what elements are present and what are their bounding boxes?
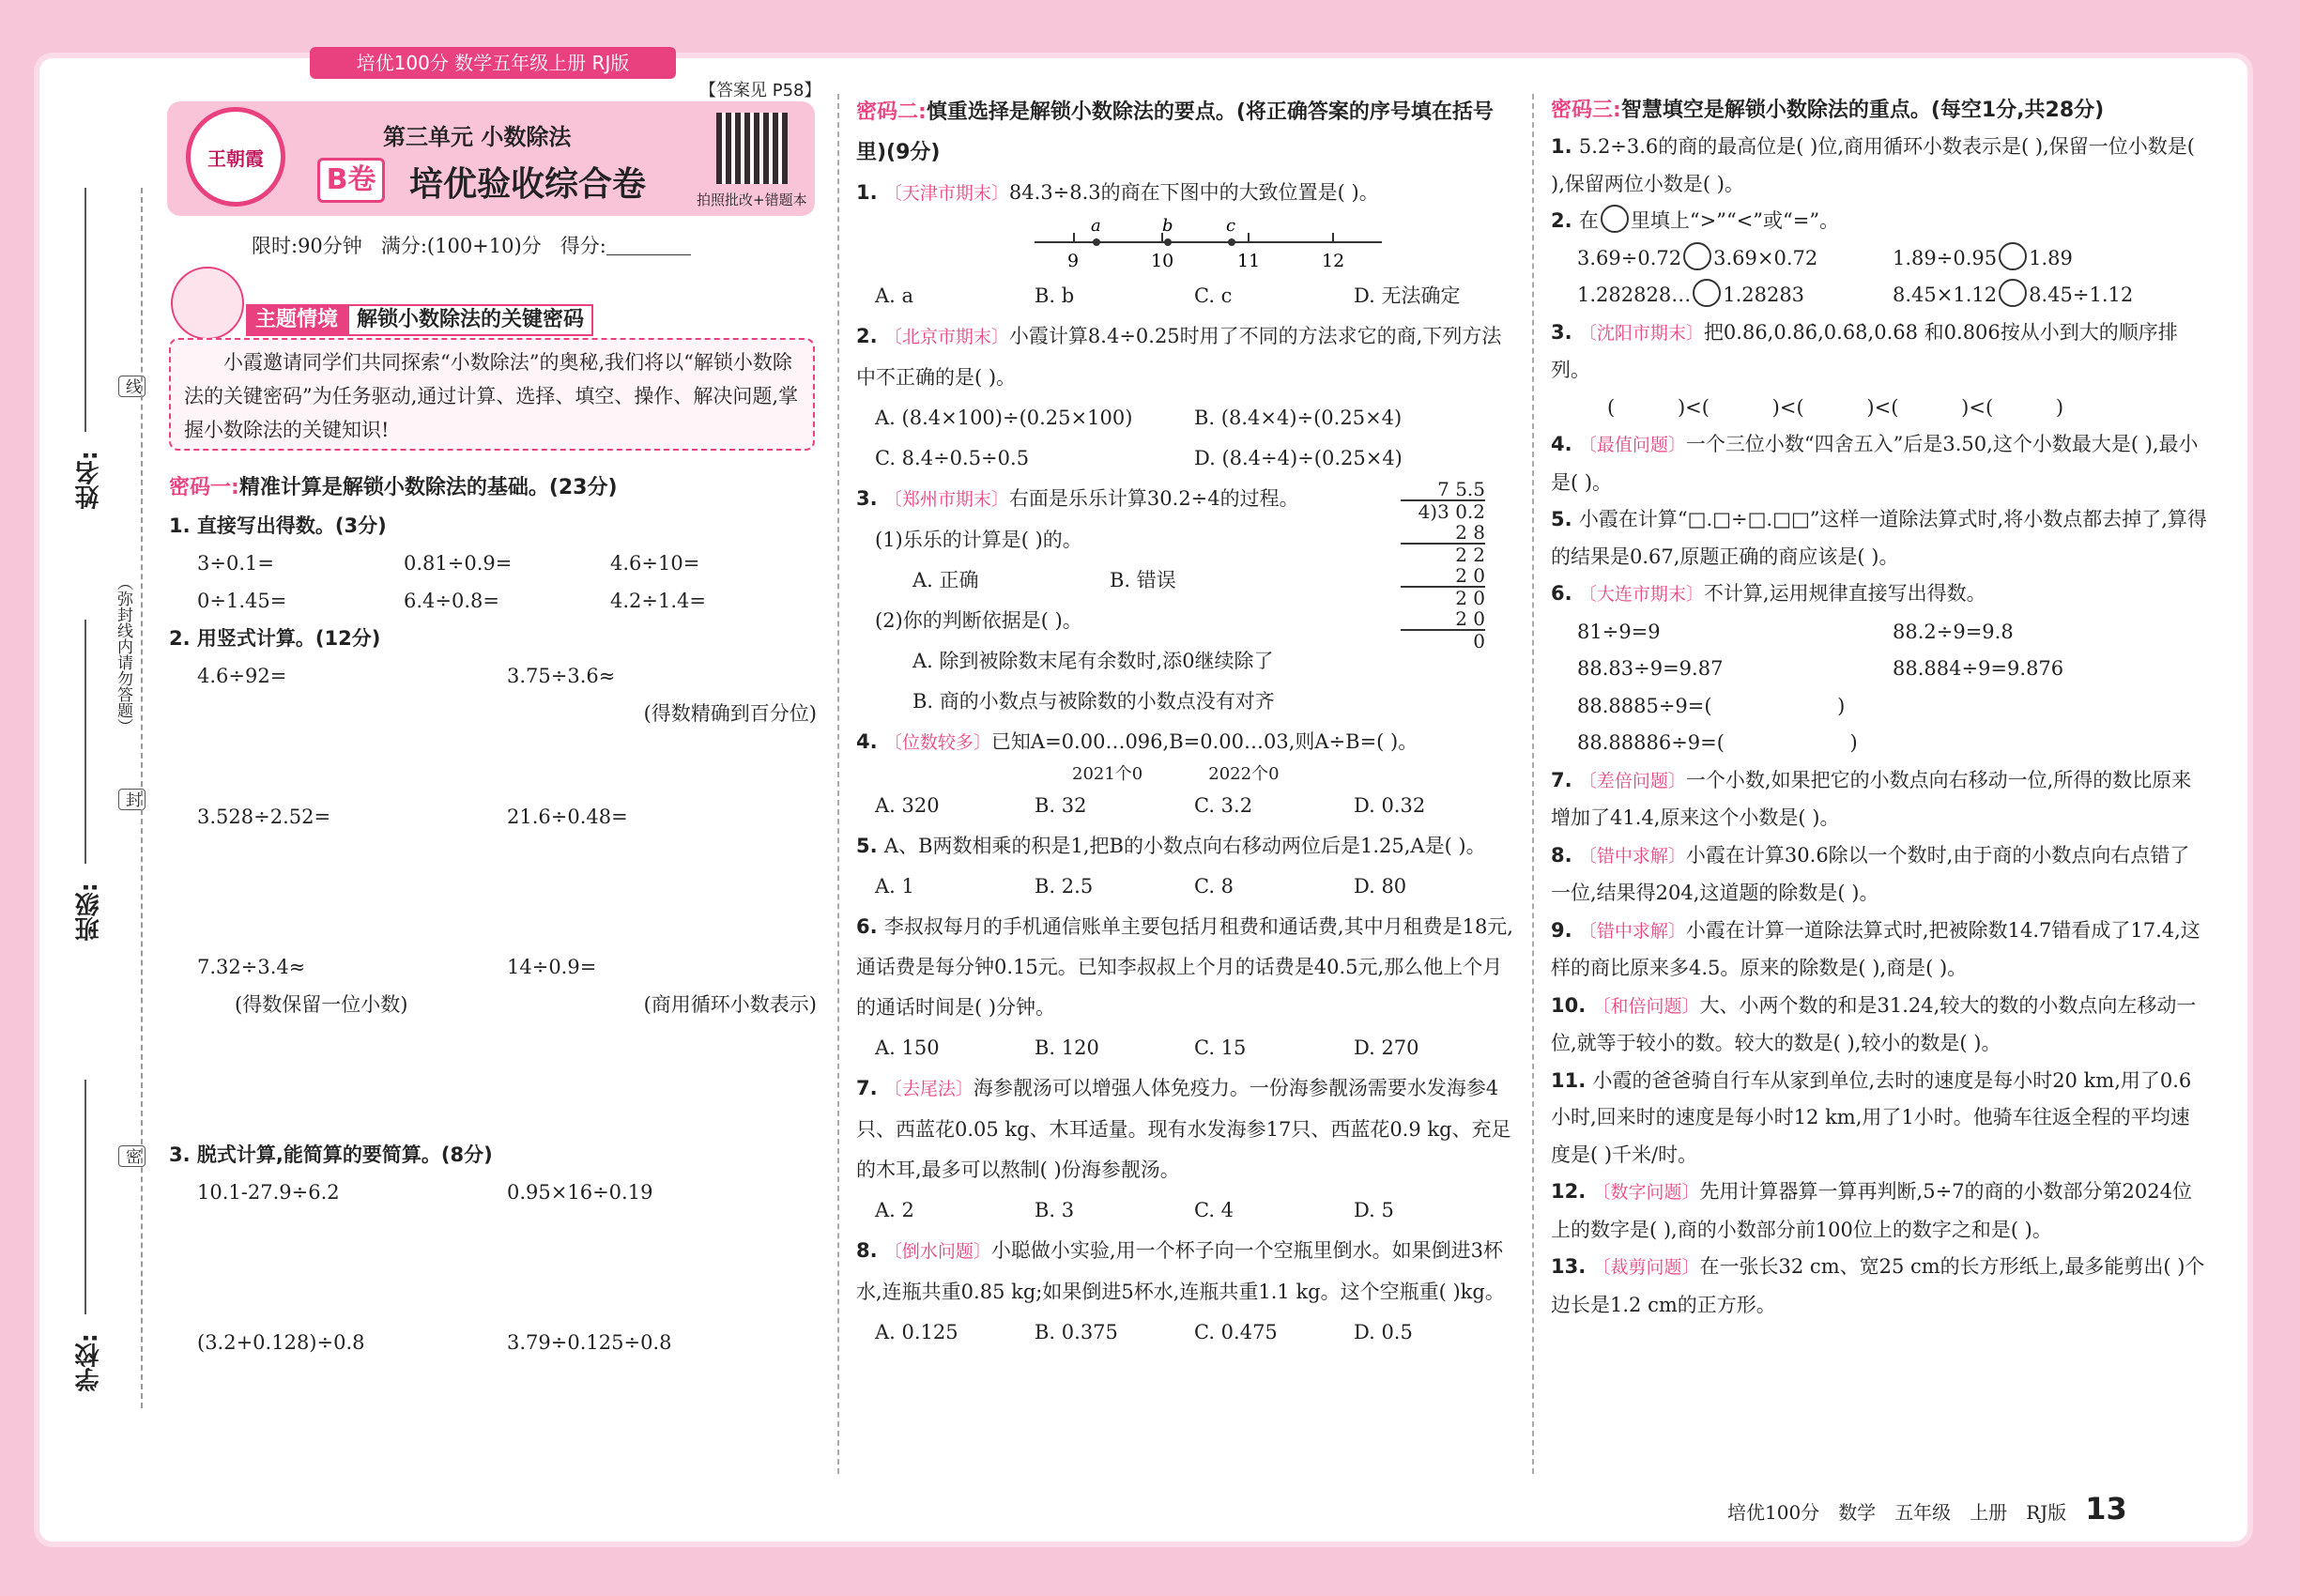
compare-left: 3.69÷0.72 (1577, 246, 1682, 269)
brace-label: 2022个0 (1208, 764, 1280, 784)
option[interactable]: D. 无法确定 (1354, 284, 1461, 307)
point-b (1164, 238, 1172, 246)
option[interactable]: D. 0.32 (1354, 794, 1426, 817)
label-9: 9 (1067, 251, 1080, 271)
s2-q1-options (856, 276, 1513, 316)
option[interactable]: C. c (1194, 284, 1233, 307)
s1-q2-f: 14÷0.9= (507, 956, 597, 978)
s1-q1-row1 (169, 545, 817, 582)
section-2: 密码二:慎重选择是解锁小数除法的要点。(将正确答案的序号填在括号里)(9分) 1. 〔天津市期末〕84.3÷8.3的商在下图中的大致位置是( )。 a b c 9 10 11 12 A. a B. b C. c D. 无法确定 2. 〔北京市期末〕小霞计算8.4÷0.25时用了不同的方法求它的商,下列方法中不正确的是( )。 A. (8.4×100)÷(0.25×100) B. (8.4×4)÷(0.25×4) C. 8.4÷0.5÷0.5 D. (8.4÷4)÷(0.25×4) 3. 〔郑州市期末〕右面是乐乐计算30.2÷4的过程。 (1)乐乐的计算是( )的。 A. 正确 B. 错误 (2)你的判断依据是( )。 A. 除到被除数末尾有余数时,添0继续除了 B. 商的小数点与被除数的小数点没有对齐 7 5.5 4)3 0.2 2 8 2 2 2 0 2 0 2 0 0 4. 〔位数较多〕已知A=0.00…096,B=0.00…03,则A÷B=( )。 2021个0 2022个0 A. 320 B. 32 C. 3.2 D. 0.32 5. A、B两数相乘的积是1,把B的小数点向右移动两位后是1.25,A是( )。 A. 1 B. 2.5 C. 8 D. 80 6. 李叔叔每月的手机通信账单主要包括月租费和通话费,其中月租费是18元,通话费是每分钟0.15元。已知李叔叔上个月的话费是40.5元,那么他上个月的通话时间是( )分钟。 A. 150 B. 120 C. 15 D. 270 7. 〔去尾法〕海参靓汤可以增强人体免疫力。一份海参靓汤需要水发海参4只、西蓝花0.05 kg、木耳适量。现有水发海参17只、西蓝花0.9 kg、充足的木耳,最多可以熬制( )份海参靓汤。 A. 2 B. 3 C. 4 D. 5 8. 〔倒水问题〕小聪做小实验,用一个杯子向一个空瓶里倒水。如果倒进3杯水,连瓶共重0.85 kg;如果倒进5杯水,连瓶共重1.1 kg。这个空瓶重( )kg。 A. 0.125 B. 0.375 C. 0.475 D. 0.5 (856, 92, 1513, 1353)
section-3: 密码三:智慧填空是解锁小数除法的重点。(每空1分,共28分) 1. 5.2÷3.6的商的最高位是( )位,商用循环小数表示是( ),保留一位小数是( ),保留两位小数是( )。 2. 在 里填上“>”“<”或“=”。 3.69÷0.72 3.69×0.72 1.89÷0.95 1.89 1.282828… 1.28283 8.45×1.12 8.45÷1.12 3. 〔沈阳市期末〕把0.86,0.8̇6̇,0.6̇8̇,0.6̇8 和0.806按从小到大的顺序排列。 ( )<( )<( )<( )<( ) 4. 〔最值问题〕一个三位小数“四舍五入”后是3.50,这个小数最大是( ),最小是( )。 5. 小霞在计算“□.□÷□.□□”这样一道除法算式时,将小数点都去掉了,算得的结果是0.67,原题正确的商应该是( )。 6. 〔大连市期末〕不计算,运用规律直接写出得数。 81÷9=9 88.2÷9=9.8 88.83÷9=9.87 88.884÷9=9.876 88.8885÷9=( ) 88.88886÷9=( ) 7. 〔差倍问题〕一个小数,如果把它的小数点向右移动一位,所得的数比原来增加了41.4,原来这个小数是( )。 8. 〔错中求解〕小霞在计算30.6除以一个数时,由于商的小数点向右点错了一位,结果得204,这道题的除数是( )。 9. 〔错中求解〕小霞在计算一道除法算式时,把被除数14.7错看成了17.4,这样的商比原来多4.5。原来的除数是( ),商是( )。 10. 〔和倍问题〕大、小两个数的和是31.24,较大的数的小数点向左移动一位,就等于较小的数。较大的数是( ),较小的数是( )。 11. 小霞的爸爸骑自行车从家到单位,去时的速度是每小时20 km,用了0.6小时,回来时的速度是每小时12 km,用了1小时。他骑车往返全程的平均速度是( )千米/时。 12. 〔数字问题〕先用计算器算一算再判断,5÷7的商的小数部分第2024位上的数字是( ),商的小数部分前100位上的数字之和是( )。 13. 〔裁剪问题〕在一张长32 cm、宽25 cm的长方形纸上,最多能剪出( )个边长是1.2 cm的正方形。 (1551, 99, 2207, 1316)
pattern-item: 81÷9=9 (1577, 620, 1661, 643)
option[interactable]: C. 8.4÷0.5÷0.5 (875, 447, 1030, 469)
label-12: 12 (1322, 251, 1345, 271)
option[interactable]: A. 0.125 (875, 1321, 958, 1343)
column-divider (837, 94, 839, 1474)
s2-q2: 小霞计算8.4÷0.25时用了不同的方法求它的商,下列方法中不正确的是( )。 (856, 325, 1502, 389)
compare-circle-icon[interactable] (1683, 242, 1711, 270)
s1-q1-row2 (169, 582, 817, 620)
option[interactable]: B. 错误 (1110, 569, 1176, 591)
ld-line: 2 8 (1455, 521, 1485, 544)
ld-line: 4)3 0.2 (1401, 499, 1485, 522)
number-line (856, 214, 1513, 276)
point-c (1228, 238, 1235, 246)
footer-grade: 五年级 (1894, 1501, 1952, 1524)
label-11: 11 (1237, 251, 1261, 271)
option[interactable]: B. b (1035, 284, 1075, 307)
s1-q1-item: 0.81÷0.9= (404, 552, 513, 575)
s3-q4-tag: 〔最值问题〕 (1578, 435, 1686, 455)
seal-xian: 线 (118, 376, 146, 397)
name-label: 姓名: (75, 451, 103, 510)
pattern-item: 88.2÷9=9.8 (1893, 620, 2014, 643)
s3-q6-tag: 〔大连市期末〕 (1578, 584, 1704, 605)
binding-sidebar (56, 188, 160, 1408)
section-1-key: 密码一: (169, 476, 239, 499)
theme-intro: 小霞邀请同学们共同探索“小数除法”的奥秘,我们将以“解锁小数除法的关键密码”为任务驱动,通过计算、选择、填空、操作、解决问题,掌握小数除法的关键知识! (169, 338, 815, 451)
s1-q2-row3 (169, 948, 817, 986)
s1-q2: 2. 用竖式计算。(12分) (169, 627, 381, 650)
s3-q12: 先用计算器算一算再判断,5÷7的商的小数部分第2024位上的数字是( ),商的小数部分前100位上的数字之和是( )。 (1551, 1180, 2192, 1241)
qr-caption: 拍照批改+错题本 (697, 192, 807, 208)
s1-q2-e: 7.32÷3.4≈ (197, 956, 306, 978)
label-a: a (1091, 216, 1101, 236)
s2-q4-tag: 〔位数较多〕 (883, 732, 991, 753)
s1-q3-d: 3.79÷0.125÷0.8 (507, 1331, 672, 1354)
s2-q3: 右面是乐乐计算30.2÷4的过程。 (1008, 487, 1299, 510)
s1-q3-c: (3.2+0.128)÷0.8 (197, 1331, 365, 1354)
section-3-key: 密码三: (1551, 99, 1621, 122)
brand-logo: 王朝霞 (186, 107, 285, 207)
option[interactable]: A. a (875, 284, 914, 307)
s3-q6-row1 (1551, 614, 2208, 652)
s1-q2-row1 (169, 657, 817, 695)
s2-q2-options-1 (856, 398, 1513, 438)
option[interactable]: B. 2.5 (1035, 875, 1094, 898)
s3-q12-tag: 〔数字问题〕 (1592, 1182, 1700, 1203)
s3-q3: 把0.86,0.8̇6̇,0.6̇8̇,0.6̇8 和0.806按从小到大的顺序排列。 (1551, 320, 2178, 381)
s2-q4-options (856, 786, 1513, 826)
option[interactable]: B. 0.375 (1035, 1321, 1118, 1343)
s2-q4: 已知A=0.00…096,B=0.00…03,则A÷B=( )。 (990, 730, 1418, 753)
option[interactable]: C. 0.475 (1194, 1321, 1278, 1343)
s2-q2-options-2 (856, 438, 1513, 479)
section-2-key: 密码二: (856, 100, 927, 124)
option[interactable]: B. 商的小数点与被除数的小数点没有对齐 (912, 690, 1275, 713)
s3-q2-b: 里填上“>”“<”或“=”。 (1630, 209, 1840, 232)
title-header (167, 101, 815, 216)
s2-q7-tag: 〔去尾法〕 (883, 1079, 974, 1099)
s1-q2-e-note: (得数保留一位小数) (235, 993, 408, 1016)
score-label: 得分: (560, 235, 606, 257)
compare-left: 8.45×1.12 (1893, 284, 1998, 306)
option[interactable]: C. 4 (1194, 1199, 1234, 1221)
s2-q4-underbraces (856, 763, 1280, 786)
s1-q3-row1 (169, 1174, 817, 1211)
s3-q2-row1 (1551, 240, 2208, 278)
s1-q2-c: 3.528÷2.52= (197, 806, 331, 828)
column-divider (1532, 94, 1534, 1474)
pattern-item: 88.83÷9=9.87 (1577, 657, 1724, 680)
page-number: 13 (2085, 1491, 2127, 1527)
s1-q2-a: 4.6÷92= (197, 665, 287, 687)
option[interactable]: D. (8.4÷4)÷(0.25×4) (1194, 447, 1403, 469)
s1-q1-item: 3÷0.1= (197, 552, 274, 575)
option[interactable]: B. 3 (1035, 1199, 1075, 1221)
exam-meta (252, 231, 691, 259)
option[interactable]: D. 80 (1354, 875, 1407, 898)
option[interactable]: C. 8 (1194, 875, 1234, 898)
class-line[interactable] (84, 620, 86, 864)
s2-q3-1-options (856, 560, 1307, 601)
s2-q3-1: (1)乐乐的计算是( )的。 (875, 529, 1082, 551)
s1-q1-item: 0÷1.45= (197, 590, 287, 612)
s2-q8: 小聪做小实验,用一个杯子向一个空瓶里倒水。如果倒进3杯水,连瓶共重0.85 kg;如果倒进5杯水,连瓶共重1.1 kg。这个空瓶重( )kg。 (856, 1239, 1505, 1303)
s1-q2-b-note: (得数精确到百分位) (643, 702, 817, 725)
school-line[interactable] (84, 1080, 86, 1314)
girl-avatar-icon (171, 267, 244, 340)
option[interactable]: A. 除到被除数末尾有余数时,添0继续除了 (912, 650, 1274, 672)
s2-q3-tag: 〔郑州市期末〕 (883, 489, 1009, 510)
s1-q2-row2 (169, 798, 817, 836)
s2-q8-options (856, 1312, 1513, 1353)
ld-line: 2 0 (1401, 586, 1485, 608)
s3-q1: 5.2÷3.6的商的最高位是( )位,商用循环小数表示是( ),保留一位小数是( ),保留两位小数是( )。 (1551, 135, 2195, 195)
compare-circle-icon[interactable] (1999, 279, 2027, 307)
seal-note: （弥封线内请勿答题） (114, 575, 132, 734)
s3-q8-tag: 〔错中求解〕 (1578, 845, 1686, 867)
brace-label: 2021个0 (1072, 764, 1143, 784)
score-field[interactable] (606, 238, 691, 255)
s3-q10: 大、小两个数的和是31.24,较大的数的小数点向左移动一位,就等于较小的数。较大的数是( ),较小的数是( )。 (1551, 993, 2197, 1054)
s3-q13: 在一张长32 cm、宽25 cm的长方形纸上,最多能剪出( )个边长是1.2 cm的正方形。 (1551, 1255, 2205, 1316)
s3-q4: 一个三位小数“四舍五入”后是3.50,这个小数最大是( ),最小是( )。 (1551, 433, 2199, 494)
seal-feng: 封 (118, 789, 146, 810)
s1-q2-b: 3.75÷3.6≈ (507, 665, 616, 687)
s2-q3-2: (2)你的判断依据是( )。 (875, 609, 1082, 632)
s1-q3-row2 (169, 1324, 817, 1361)
s1-q2-d: 21.6÷0.48= (507, 806, 628, 828)
paper-badge: B卷 (317, 158, 385, 203)
compare-right: 1.89 (2029, 246, 2073, 269)
ld-line: 2 0 (1455, 607, 1485, 630)
s3-q9-tag: 〔错中求解〕 (1578, 920, 1686, 942)
s2-q8-tag: 〔倒水问题〕 (883, 1241, 991, 1262)
ld-line: 2 2 (1401, 543, 1485, 565)
s3-q2-row2 (1551, 277, 2208, 315)
full-score: 满分:(100+10)分 (380, 235, 542, 257)
page-footer (1727, 1491, 2127, 1527)
s3-q9: 小霞在计算一道除法算式时,把被除数14.7错看成了17.4,这样的商比原来多4.5。原来的除数是( ),商是( )。 (1551, 918, 2200, 979)
compare-circle-icon[interactable] (1601, 205, 1629, 233)
ld-line: 7 5.5 (1437, 478, 1485, 500)
s1-q3-b: 0.95×16÷0.19 (507, 1181, 653, 1204)
unit-title: 第三单元 小数除法 (383, 124, 572, 150)
compare-circle-icon[interactable] (1999, 242, 2027, 270)
s3-q13-tag: 〔裁剪问题〕 (1592, 1257, 1700, 1278)
theme-title: 解锁小数除法的关键密码 (347, 304, 593, 336)
seal-dashed-line (141, 188, 143, 1408)
compare-right: 3.69×0.72 (1713, 246, 1818, 269)
section-3-title: 智慧填空是解锁小数除法的重点。(每空1分,共28分) (1620, 99, 2105, 122)
option[interactable]: A. 1 (875, 875, 914, 898)
option[interactable]: A. 150 (875, 1036, 940, 1059)
option[interactable]: C. 15 (1194, 1036, 1247, 1059)
s2-q3-block: 3. 〔郑州市期末〕右面是乐乐计算30.2÷4的过程。 (1)乐乐的计算是( )的。 A. 正确 B. 错误 (2)你的判断依据是( )。 A. 除到被除数末尾有余数时,添0继续除了 B. 商的小数点与被除数的小数点没有对齐 7 5.5 4)3 0.2 2 8 2 2 2 0 2 0 2 0 0 (856, 479, 1513, 722)
s2-q2-tag: 〔北京市期末〕 (883, 327, 1009, 347)
option[interactable]: A. 2 (875, 1199, 914, 1221)
footer-brand: 培优100分 (1727, 1501, 1820, 1524)
label-b: b (1162, 216, 1173, 236)
school-label: 学校: (75, 1333, 103, 1392)
s3-q8: 小霞在计算30.6除以一个数时,由于商的小数点向右点错了一位,结果得204,这道题的除数是( )。 (1551, 843, 2190, 904)
option[interactable]: B. 120 (1035, 1036, 1099, 1059)
option[interactable]: B. 32 (1035, 794, 1087, 817)
ld-line: 0 (1401, 629, 1485, 652)
s1-q2-notes (169, 986, 817, 1023)
option[interactable]: B. (8.4×4)÷(0.25×4) (1194, 407, 1403, 429)
s2-q1-tag: 〔天津市期末〕 (883, 183, 1009, 204)
section-2-title: 慎重选择是解锁小数除法的要点。(将正确答案的序号填在括号里)(9分) (856, 100, 1494, 164)
s3-q6: 不计算,运用规律直接写出得数。 (1703, 582, 1986, 605)
class-label: 班级: (75, 882, 103, 942)
section-1 (169, 469, 817, 1361)
footer-edition: RJ版 (2026, 1501, 2067, 1524)
option[interactable]: A. 正确 (912, 569, 979, 591)
s1-q3-a: 10.1-27.9÷6.2 (197, 1181, 340, 1204)
name-line[interactable] (84, 188, 86, 432)
seal-mi: 密 (118, 1145, 146, 1167)
s1-q2-f-note: (商用循环小数表示) (643, 993, 817, 1016)
point-a (1093, 238, 1100, 246)
pattern-item[interactable]: 88.88886÷9=( ) (1577, 731, 1858, 754)
s3-q2: 在 (1578, 209, 1599, 232)
option[interactable]: C. 3.2 (1194, 794, 1253, 817)
ld-line: 2 0 (1455, 564, 1485, 587)
s3-q6-row2 (1551, 651, 2208, 688)
compare-left: 1.89÷0.95 (1893, 246, 1998, 269)
compare-right: 8.45÷1.12 (2029, 284, 2134, 306)
number-line-svg (856, 214, 1513, 276)
option[interactable]: A. 320 (875, 794, 940, 817)
s1-q1-item: 4.2÷1.4= (610, 590, 706, 612)
s2-q7-options (856, 1190, 1513, 1231)
label-c: c (1226, 216, 1236, 236)
s3-q11: 小霞的爸爸骑自行车从家到单位,去时的速度是每小时20 km,用了0.6小时,回来时的速度是每小时12 km,用了1小时。他骑车往返全程的平均速度是( )千米/时。 (1551, 1068, 2192, 1166)
s3-q7: 一个小数,如果把它的小数点向右移动一位,所得的数比原来增加了41.4,原来这个小数是( )。 (1551, 768, 2192, 829)
option[interactable]: D. 5 (1354, 1199, 1394, 1221)
pattern-item: 88.884÷9=9.876 (1893, 657, 2064, 680)
top-banner: 培优100分 数学五年级上册 RJ版 (310, 47, 676, 79)
compare-right: 1.28283 (1723, 284, 1805, 306)
s2-q5-options (856, 867, 1513, 907)
option[interactable]: A. (8.4×100)÷(0.25×100) (875, 407, 1133, 429)
s1-q1-item: 4.6÷10= (610, 552, 700, 575)
s3-q7-tag: 〔差倍问题〕 (1578, 770, 1686, 791)
footer-term: 上册 (1970, 1501, 2008, 1524)
pattern-item[interactable]: 88.8885÷9=( ) (1577, 694, 1846, 717)
answer-reference: 【答案见 P58】 (699, 81, 821, 100)
s2-q7: 海参靓汤可以增强人体免疫力。一份海参靓汤需要水发海参4只、西蓝花0.05 kg、木耳适量。现有水发海参17只、西蓝花0.9 kg、充足的木耳,最多可以熬制( )份海参靓汤。 (856, 1077, 1511, 1181)
s3-q10-tag: 〔和倍问题〕 (1592, 995, 1700, 1017)
s1-q1-item: 6.4÷0.8= (404, 590, 499, 612)
theme-label: 主题情境 (246, 304, 347, 336)
s2-q6-options (856, 1028, 1513, 1068)
theme-header (246, 304, 593, 336)
paper-title: 培优验收综合卷 (409, 165, 647, 204)
time-limit: 限时:90分钟 (252, 235, 362, 257)
qr-code-icon[interactable] (716, 113, 788, 184)
footer-subject: 数学 (1838, 1501, 1877, 1524)
s2-q5: A、B两数相乘的积是1,把B的小数点向右移动两位后是1.25,A是( )。 (883, 835, 1486, 857)
s3-q3-blanks[interactable]: ( )<( )<( )<( )<( ) (1607, 395, 2064, 419)
label-10: 10 (1151, 251, 1174, 271)
compare-circle-icon[interactable] (1693, 279, 1721, 307)
s1-q3: 3. 脱式计算,能简算的要简算。(8分) (169, 1143, 493, 1166)
s1-q1: 1. 直接写出得数。(3分) (169, 514, 387, 537)
s3-q5: 小霞在计算“□.□÷□.□□”这样一道除法算式时,将小数点都去掉了,算得的结果是0.67,原题正确的商应该是( )。 (1551, 508, 2207, 568)
compare-left: 1.282828… (1577, 284, 1692, 306)
option[interactable]: D. 0.5 (1354, 1321, 1413, 1343)
section-1-title: 精准计算是解锁小数除法的基础。(23分) (238, 476, 618, 499)
s3-q3-tag: 〔沈阳市期末〕 (1578, 322, 1704, 344)
s2-q6: 李叔叔每月的手机通信账单主要包括月租费和通话费,其中月租费是18元,通话费是每分钟0.15元。已知李叔叔上个月的话费是40.5元,那么他上个月的通话时间是( )分钟。 (856, 915, 1513, 1019)
s2-q1: 84.3÷8.3的商在下图中的大致位置是( )。 (1008, 181, 1379, 204)
option[interactable]: D. 270 (1354, 1036, 1419, 1059)
long-division (1401, 479, 1485, 652)
